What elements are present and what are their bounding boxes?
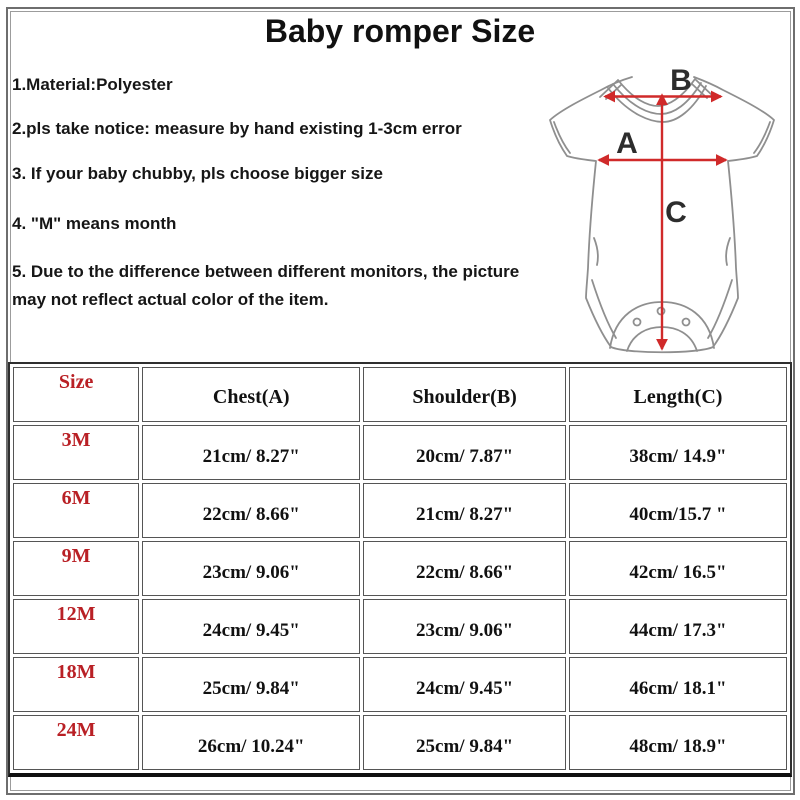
shoulder-cell: 23cm/ 9.06"	[363, 599, 566, 654]
shoulder-cell: 20cm/ 7.87"	[363, 425, 566, 480]
size-cell: 3M	[13, 425, 139, 480]
length-cell: 44cm/ 17.3"	[569, 599, 787, 654]
note-month: 4. "M" means month	[12, 214, 177, 233]
size-cell: 9M	[13, 541, 139, 596]
header-length: Length(C)	[569, 367, 787, 422]
length-cell: 48cm/ 18.9"	[569, 715, 787, 770]
length-cell: 42cm/ 16.5"	[569, 541, 787, 596]
chest-cell: 26cm/ 10.24"	[142, 715, 360, 770]
table-row-24m	[13, 715, 787, 770]
size-cell: 24M	[13, 715, 139, 770]
page-title: Baby romper Size	[264, 13, 536, 49]
size-cell: 18M	[13, 657, 139, 712]
chest-cell: 22cm/ 8.66"	[142, 483, 360, 538]
table-row-12m	[13, 599, 787, 654]
size-cell: 12M	[13, 599, 139, 654]
size-cell: 6M	[13, 483, 139, 538]
length-cell: 38cm/ 14.9"	[569, 425, 787, 480]
chest-cell: 25cm/ 9.84"	[142, 657, 360, 712]
chest-cell: 23cm/ 9.06"	[142, 541, 360, 596]
shoulder-cell: 25cm/ 9.84"	[363, 715, 566, 770]
notes-list	[12, 74, 524, 337]
label-b: B	[670, 64, 692, 97]
table-row-9m	[13, 541, 787, 596]
header-shoulder: Shoulder(B)	[363, 367, 566, 422]
length-cell: 46cm/ 18.1"	[569, 657, 787, 712]
romper-diagram	[530, 58, 798, 362]
shoulder-cell: 21cm/ 8.27"	[363, 483, 566, 538]
table-row-6m	[13, 483, 787, 538]
header-row	[13, 367, 787, 422]
note-material: 1.Material:Polyester	[12, 75, 173, 94]
chest-cell: 21cm/ 8.27"	[142, 425, 360, 480]
header-size: Size	[13, 367, 139, 422]
length-cell: 40cm/15.7 "	[569, 483, 787, 538]
size-table	[8, 362, 792, 777]
label-c: C	[665, 196, 687, 229]
snap-button	[634, 319, 641, 326]
chest-cell: 24cm/ 9.45"	[142, 599, 360, 654]
table-row-3m	[13, 425, 787, 480]
header-chest: Chest(A)	[142, 367, 360, 422]
snap-button	[683, 319, 690, 326]
shoulder-cell: 24cm/ 9.45"	[363, 657, 566, 712]
arrow-labels	[616, 64, 692, 229]
table-row-18m	[13, 657, 787, 712]
note-chubby: 3. If your baby chubby, pls choose bigger size	[12, 164, 383, 183]
note-monitor-color: 5. Due to the difference between different monitors, the picture may not reflect actual color of the item.	[12, 262, 520, 309]
note-measure-error: 2.pls take notice: measure by hand existing 1-3cm error	[12, 119, 462, 138]
shoulder-cell: 22cm/ 8.66"	[363, 541, 566, 596]
label-a: A	[616, 127, 638, 160]
